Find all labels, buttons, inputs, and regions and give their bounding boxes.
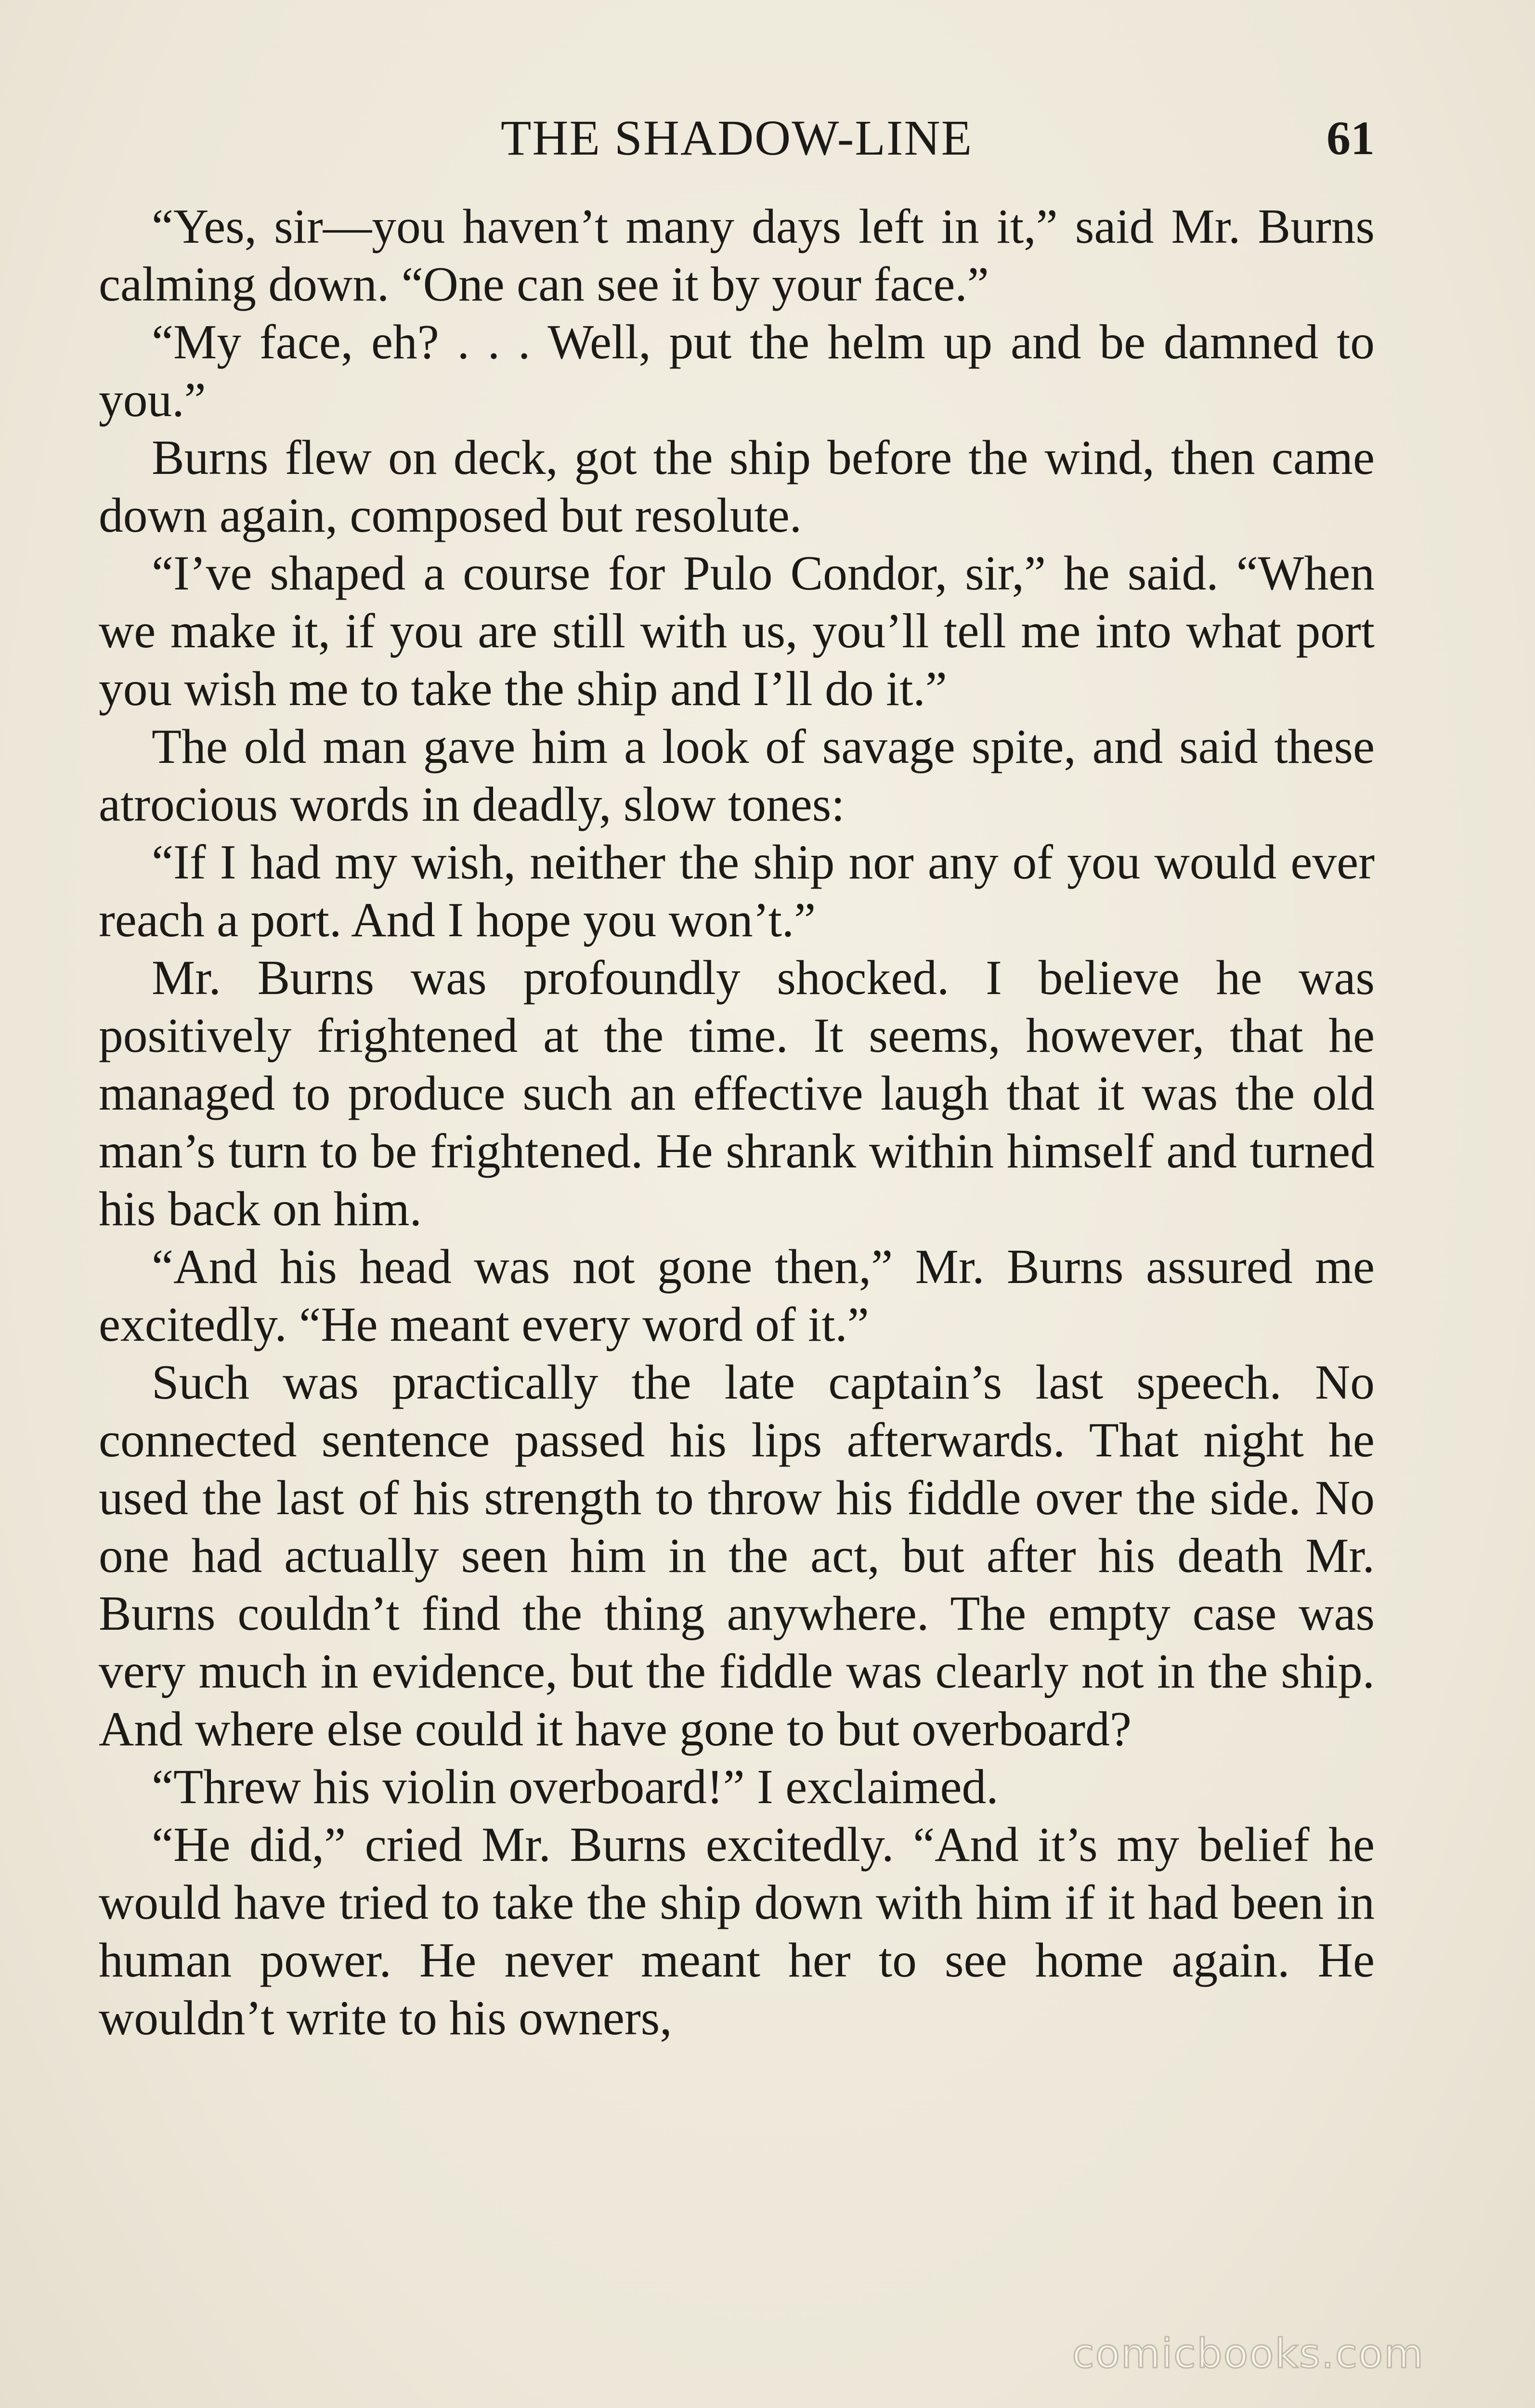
running-title: THE SHADOW-LINE	[500, 110, 973, 166]
paragraph: Such was practically the late captain’s last speech. No connected sentence passed his lips afterwards. That night he used the last of his strength to throw his fiddle over the side. No one had actually seen him in the act, but after his death Mr. Burns couldn’t find the thing anywhere. The empty case was very much in evidence, but the fiddle was clearly not in the ship. And where else could it have gone to but overboard?	[99, 1355, 1375, 1756]
watermark: comicbooks.com	[1072, 2330, 1424, 2377]
paragraph: “If I had my wish, neither the ship nor any of you would ever reach a port. And I hope you won’t.”	[99, 835, 1375, 947]
page-number: 61	[1327, 111, 1375, 165]
paragraph: “My face, eh? . . . Well, put the helm up and be damned to you.”	[99, 315, 1375, 427]
paragraph: “And his head was not gone then,” Mr. Burns assured me excitedly. “He meant every word of it.”	[99, 1240, 1375, 1351]
paragraph: “He did,” cried Mr. Burns excitedly. “And it’s my belief he would have tried to take the ship down with him if it had been in human power. He never meant her to see home again. He wouldn’t write to his owners,	[99, 1818, 1375, 2045]
paragraph: Burns flew on deck, got the ship before the wind, then came down again, composed but resolute.	[99, 431, 1375, 542]
paragraph: “I’ve shaped a course for Pulo Condor, sir,” he said. “When we make it, if you are still with us, you’ll tell me into what port you wish me to take the ship and I’ll do it.”	[99, 546, 1375, 716]
paragraph: “Threw his violin overboard!” I exclaimed.	[152, 1760, 999, 1814]
paragraph: The old man gave him a look of savage spite, and said these atrocious words in deadly, slow tones:	[99, 720, 1375, 831]
body-text	[99, 197, 1375, 2047]
paragraph: “Yes, sir—you haven’t many days left in it,” said Mr. Burns calming down. “One can see it by your face.”	[99, 199, 1375, 311]
running-head	[99, 107, 1375, 170]
paragraph: Mr. Burns was profoundly shocked. I believe he was positively frightened at the time. It seems, however, that he managed to produce such an effective laugh that it was the old man’s turn to be frightened. He shrank within himself and turned his back on him.	[99, 951, 1375, 1236]
